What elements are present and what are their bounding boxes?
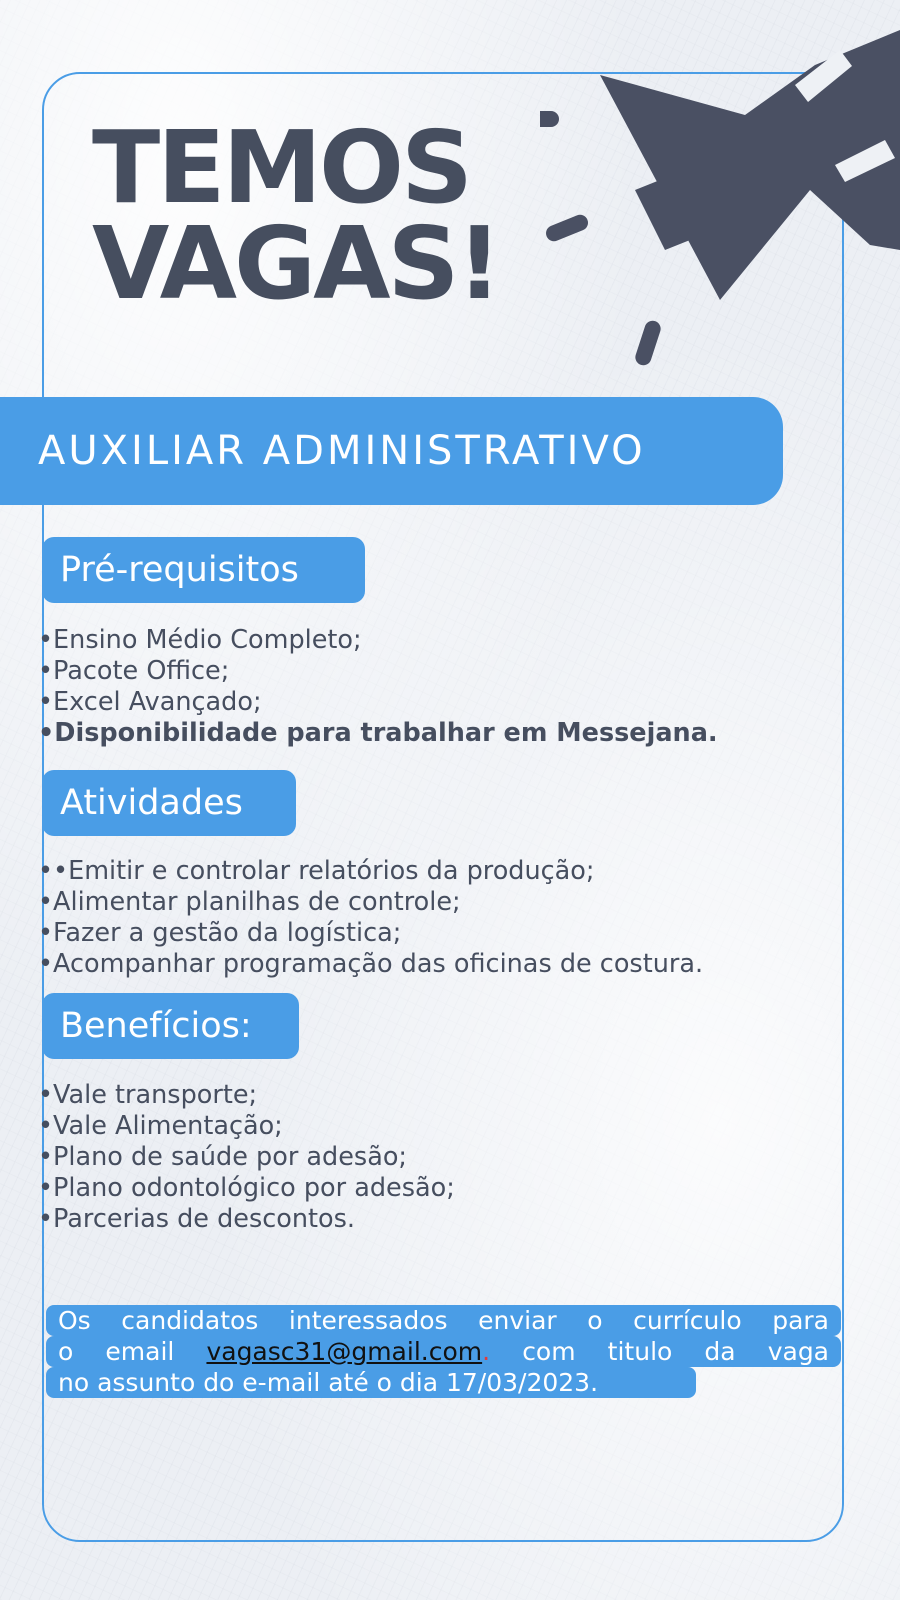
activities-heading: Atividades: [42, 770, 296, 836]
list-item: •Pacote Office;: [38, 656, 230, 686]
list-item: •Acompanhar programação das oficinas de costura.: [38, 949, 704, 979]
requirements-list: [38, 625, 718, 749]
email-dot: .: [482, 1337, 491, 1366]
headline-line-2: VAGAS!: [92, 205, 500, 322]
headline: [92, 109, 500, 322]
list-item: •Parcerias de descontos.: [38, 1204, 356, 1234]
contact-line-2: [46, 1336, 841, 1367]
list-item: •Alimentar planilhas de controle;: [38, 887, 461, 917]
megaphone-icon: [540, 30, 900, 370]
sound-dash-bottom: [633, 319, 662, 368]
list-item: •Fazer a gestão da logística;: [38, 918, 402, 948]
contact-notice: [46, 1305, 841, 1398]
job-title-banner: [0, 397, 783, 505]
list-item: •Plano odontológico por adesão;: [38, 1173, 455, 1203]
benefits-list: [38, 1080, 455, 1235]
list-item: •Plano de saúde por adesão;: [38, 1142, 408, 1172]
benefits-heading: Benefícios:: [42, 993, 299, 1059]
sound-dash-middle: [544, 212, 591, 243]
contact-line-2-suffix: com titulo da vaga: [522, 1337, 830, 1366]
list-item: •Excel Avançado;: [38, 687, 262, 717]
headline-line-1: TEMOS: [92, 109, 471, 226]
activities-list: [38, 856, 703, 980]
list-item: •Vale Alimentação;: [38, 1111, 283, 1141]
email-link[interactable]: vagasc31@gmail.com: [206, 1337, 483, 1366]
list-item: ••Emitir e controlar relatórios da produção;: [38, 856, 595, 886]
contact-line-3: no assunto do e-mail até o dia 17/03/2023.: [46, 1367, 696, 1398]
list-item: •Vale transporte;: [38, 1080, 258, 1110]
contact-line-1: Os candidatos interessados enviar o currículo para: [46, 1305, 841, 1336]
job-title: AUXILIAR ADMINISTRATIVO: [38, 428, 646, 474]
list-item: •Disponibilidade para trabalhar em Messejana.: [38, 718, 718, 748]
contact-line-2-prefix: o email: [58, 1337, 175, 1366]
requirements-heading: Pré-requisitos: [42, 537, 365, 603]
list-item: •Ensino Médio Completo;: [38, 625, 362, 655]
sound-dash-top: [540, 111, 559, 127]
